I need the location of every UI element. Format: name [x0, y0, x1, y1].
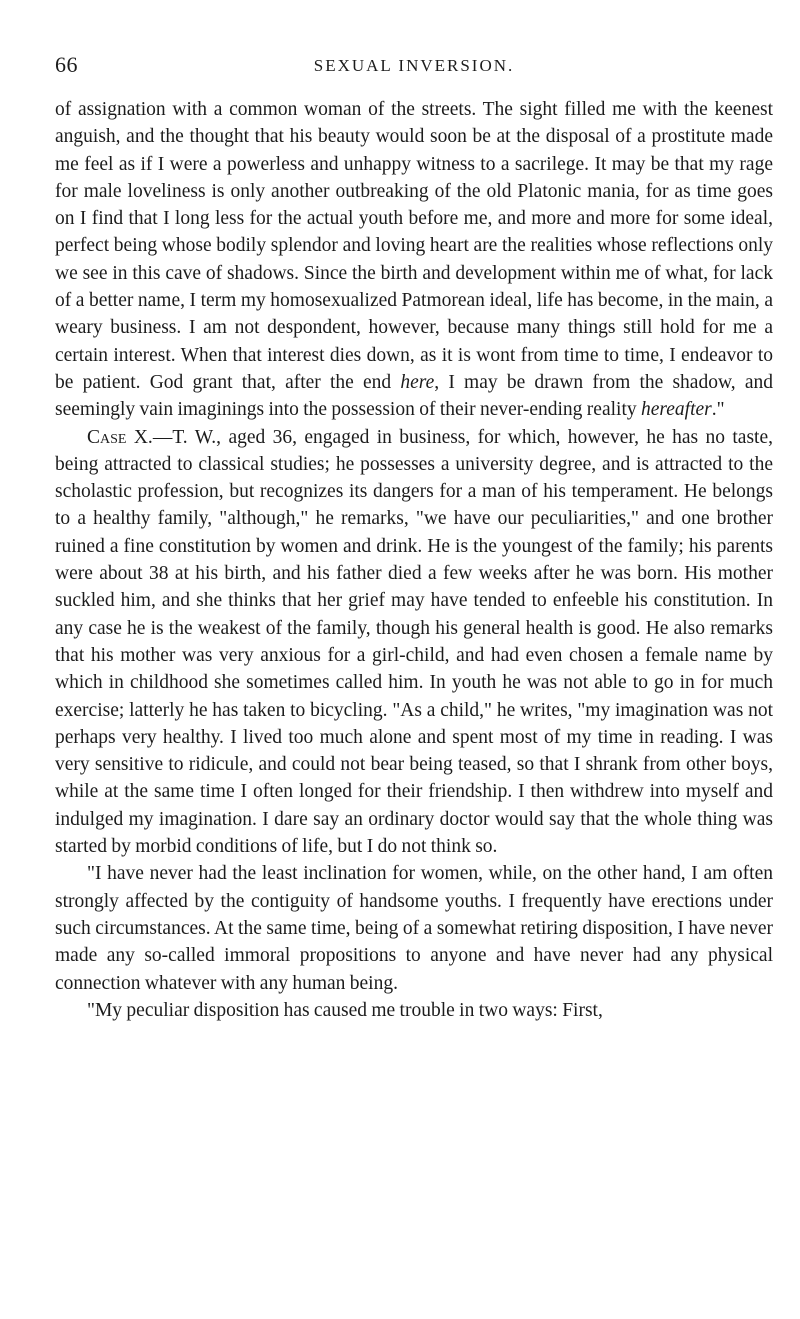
page-number: 66 [55, 52, 78, 77]
paragraph-text: "My peculiar disposition has caused me trouble in two ways: First, [87, 999, 603, 1021]
book-page [55, 52, 773, 1024]
paragraph-text: —T. W., aged 36, engaged in business, for which, however, he has no taste, being attracted to classical studies; he possesses a university degree, and is attracted to the scholastic profession, but recognizes its dangers for a man of his temperament. He belongs to a healthy family, "although," he remarks, "we have our peculiarities," and one brother ruined a fine constitution by women and drink. He is the youngest of the family; his parents were about 38 at his birth, and his father died a few weeks after he was born. His mother suckled him, and she thinks that her grief may have tended to enfeeble his constitution. In any case he is the weakest of the family, though his general health is good. He also remarks that his mother was very anxious for a girl-child, and had even chosen a female name by which in childhood she sometimes called him. In youth he was not able to go in for much exercise; latterly he has taken to bicycling. "As a child," he writes, "my imagination was not perhaps very healthy. I lived too much alone and spent most of my time in reading. I was very sensitive to ridicule, and could not bear being teased, so that I shrank from other boys, while at the same time I often longed for their friendship. I then withdrew into myself and indulged my imagination. I dare say an ordinary doctor would say that the whole thing was started by morbid conditions of life, but I do not think so. [55, 426, 774, 858]
running-head: SEXUAL INVERSION. [313, 56, 515, 75]
emphasis-hereafter: hereafter [641, 399, 712, 421]
paragraph-text: , I may be drawn from the shadow, and seemingly vain imaginings into the possession of their never-ending reality [55, 371, 773, 421]
case-label: Case X. [87, 426, 153, 448]
paragraph-text: of assignation with a common woman of the streets. The sight filled me with the keenest anguish, and the thought that his beauty would soon be at the disposal of a prostitute made me feel as if I were a powerless and unhappy witness to a sacrilege. It may be that my rage for male loveliness is only another outbreaking of the old Platonic mania, for as time goes on I find that I long less for the actual youth before me, and more and more for some ideal, perfect being whose bodily splendor and loving heart are the realities whose reflections only we see in this cave of shadows. Since the birth and development within me of what, for lack of a better name, I term my homosexualized Patmorean ideal, life has become, in the main, a weary business. I am not despondent, however, because many things still hold for me a certain interest. When that interest dies down, as it is wont from time to time, I endeavor to be patient. God grant that, after the end [55, 99, 773, 393]
paragraph-text: ." [711, 399, 725, 421]
paragraph [55, 997, 773, 1024]
page-header [55, 52, 773, 96]
body-text [55, 96, 773, 1024]
paragraph [55, 860, 773, 996]
paragraph-case [55, 424, 773, 861]
paragraph-continuation [55, 96, 773, 424]
emphasis-here: here [400, 371, 435, 393]
paragraph-text: "I have never had the least inclination for women, while, on the other hand, I am often strongly affected by the contiguity of handsome youths. I frequently have erections under such circumstances. At the same time, being of a somewhat retiring disposition, I have never made any so-called immoral propositions to anyone and have never had any physical connection whatever with any human being. [55, 863, 773, 994]
